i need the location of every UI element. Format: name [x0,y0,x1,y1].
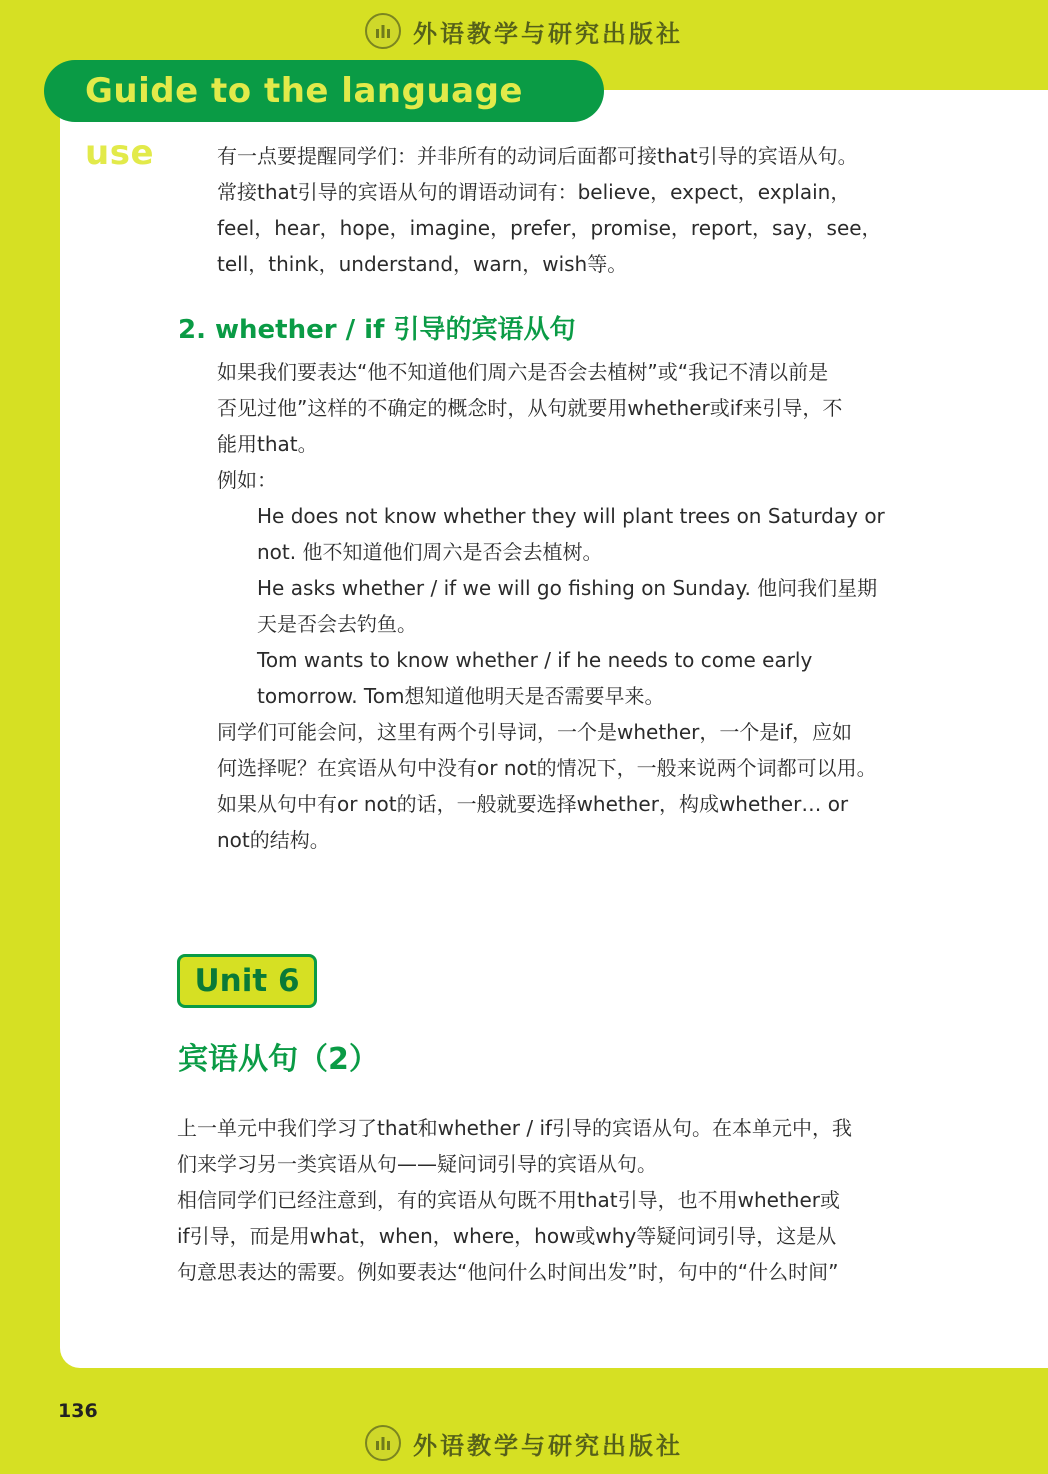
intro-line: feel，hear，hope，imagine，prefer，promise，report，say，see， [217,216,882,240]
discussion-line: not的结构。 [217,828,330,852]
unit-body-line: 上一单元中我们学习了that和whether / if引导的宾语从句。在本单元中，我 [177,1116,853,1140]
example-label: 例如： [217,468,277,492]
intro-line: 有一点要提醒同学们：并非所有的动词后面都可接that引导的宾语从句。 [217,144,858,168]
publisher-banner-bottom [0,1422,1048,1464]
example-line: 天是否会去钓鱼。 [257,612,417,636]
publisher-name: 外语教学与研究出版社 [413,19,683,48]
example-list [257,498,885,714]
publisher-banner-top [0,10,1048,52]
explanation-paragraph [217,354,842,498]
publisher-name: 外语教学与研究出版社 [413,1431,683,1460]
section-header: Guide to the language use [44,60,604,122]
publisher-logo-icon [365,1425,401,1461]
example-line: tomorrow. Tom想知道他明天是否需要早来。 [257,684,665,708]
explanation-line: 如果我们要表达“他不知道他们周六是否会去植树”或“我记不清以前是 [217,360,829,384]
section-heading: 2. whether / if 引导的宾语从句 [178,315,576,345]
intro-paragraph [217,138,882,282]
unit-title: 宾语从句（2） [178,1042,379,1077]
unit-body-line: 句意思表达的需要。例如要表达“他问什么时间出发”时，句中的“什么时间” [177,1260,839,1284]
unit-body-line: if引导，而是用what，when，where，how或why等疑问词引导，这是从 [177,1224,837,1248]
example-line: He does not know whether they will plant trees on Saturday or [257,504,885,528]
example-line: Tom wants to know whether / if he needs to come early [257,648,813,672]
discussion-paragraph [217,714,877,858]
intro-line: tell，think，understand，warn，wish等。 [217,252,628,276]
example-line: not. 他不知道他们周六是否会去植树。 [257,540,603,564]
page-number: 136 [58,1400,98,1422]
discussion-line: 如果从句中有or not的话，一般就要选择whether，构成whether… or [217,792,849,816]
explanation-line: 否见过他”这样的不确定的概念时，从句就要用whether或if来引导，不 [217,396,843,420]
discussion-line: 何选择呢？在宾语从句中没有or not的情况下，一般来说两个词都可以用。 [217,756,877,780]
explanation-line: 能用that。 [217,432,318,456]
unit-body-line: 相信同学们已经注意到，有的宾语从句既不用that引导，也不用whether或 [177,1188,840,1212]
unit-body-line: 们来学习另一类宾语从句——疑问词引导的宾语从句。 [177,1152,657,1176]
intro-line: 常接that引导的宾语从句的谓语动词有：believe，expect，explain， [217,180,851,204]
unit-body-paragraph [177,1110,852,1290]
discussion-line: 同学们可能会问，这里有两个引导词，一个是whether，一个是if，应如 [217,720,852,744]
publisher-logo-icon [365,13,401,49]
example-line: He asks whether / if we will go fishing on Sunday. 他问我们星期 [257,576,878,600]
unit-badge: Unit 6 [177,954,317,1008]
